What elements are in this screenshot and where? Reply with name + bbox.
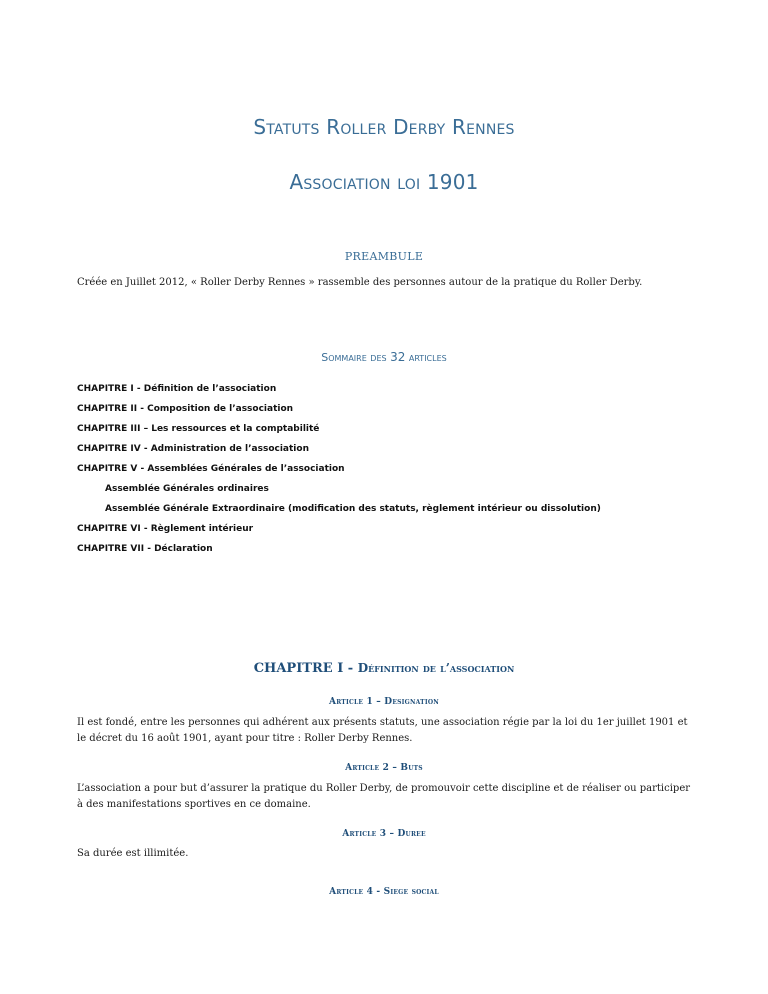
article-2-heading: Article 2 – Buts	[345, 763, 423, 773]
toc-item-chapitre-4[interactable]: CHAPITRE IV - Administration de l’association	[77, 444, 309, 454]
article-2-text: L’association a pour but d’assurer la pratique du Roller Derby, de promouvoir cette discipline et de réaliser ou participer à des manifestations sportives en ce domaine.	[77, 783, 691, 810]
article-1-text: Il est fondé, entre les personnes qui adhérent aux présents statuts, une association régie par la loi du 1er juillet 1901 et le décret du 16 août 1901, ayant pour titre : Roller Derby Rennes.	[77, 717, 688, 744]
sommaire-heading: Sommaire des 32 articles	[321, 350, 447, 364]
toc-item-chapitre-1[interactable]: CHAPITRE I - Définition de l’association	[77, 384, 277, 394]
preamble-text: Créée en Juillet 2012, « Roller Derby Rennes » rassemble des personnes autour de la pratique du Roller Derby.	[77, 277, 643, 288]
table-of-contents	[77, 384, 717, 564]
toc-item-chapitre-7[interactable]: CHAPITRE VII - Déclaration	[77, 544, 213, 554]
toc-item-ag-extraordinaire[interactable]: Assemblée Générale Extraordinaire (modification des statuts, règlement intérieur ou dissolution)	[105, 504, 601, 514]
toc-item-chapitre-3[interactable]: CHAPITRE III – Les ressources et la comptabilité	[77, 424, 320, 434]
preamble-heading: PREAMBULE	[344, 250, 424, 263]
article-3-text: Sa durée est illimitée.	[77, 848, 189, 859]
toc-item-ag-ordinaires[interactable]: Assemblée Générales ordinaires	[105, 484, 269, 494]
toc-item-chapitre-2[interactable]: CHAPITRE II - Composition de l’association	[77, 404, 294, 414]
article-1-heading: Article 1 – Designation	[329, 697, 439, 707]
document-title: Statuts Roller Derby Rennes	[253, 115, 515, 139]
article-4-heading: Article 4 - Siege social	[329, 887, 439, 897]
article-3-heading: Article 3 – Duree	[342, 829, 426, 839]
document-subtitle: Association loi 1901	[289, 170, 479, 194]
toc-item-chapitre-6[interactable]: CHAPITRE VI - Règlement intérieur	[77, 524, 254, 534]
toc-item-chapitre-5[interactable]: CHAPITRE V - Assemblées Générales de l’association	[77, 464, 345, 474]
chapter-1-heading: CHAPITRE I - Définition de l’association	[253, 661, 515, 676]
